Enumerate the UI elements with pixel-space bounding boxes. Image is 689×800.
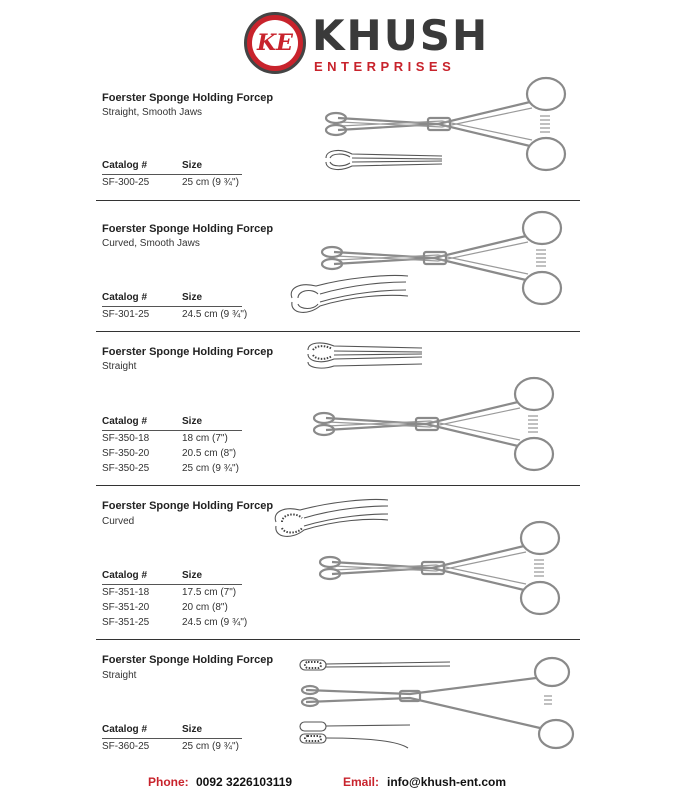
section-divider <box>96 485 580 486</box>
size-value: 18 cm (7") <box>182 433 228 444</box>
catalog-header: Catalog # <box>102 570 148 581</box>
forceps-curved-serrated-illustration <box>268 492 584 640</box>
catalog-header: Catalog # <box>102 292 148 303</box>
size-value: 25 cm (9 ¾") <box>182 741 239 752</box>
email-address[interactable]: info@khush-ent.com <box>387 775 507 789</box>
table-row <box>102 446 242 461</box>
logo-monogram: KE <box>252 20 298 66</box>
catalog-table <box>102 724 242 754</box>
product-title: Foerster Sponge Holding Forcep <box>102 346 274 358</box>
catalog-table-header <box>102 292 242 307</box>
catalog-number: SF-350-25 <box>102 463 150 474</box>
catalog-number: SF-300-25 <box>102 177 150 188</box>
size-value: 25 cm (9 ¾") <box>182 463 239 474</box>
catalog-number: SF-350-18 <box>102 433 150 444</box>
size-header: Size <box>182 416 203 427</box>
catalog-table-header <box>102 724 242 739</box>
product-title: Foerster Sponge Holding Forcep <box>102 92 274 104</box>
product-subtitle: Curved <box>102 516 135 527</box>
table-row <box>102 600 242 615</box>
section-divider <box>96 639 580 640</box>
forceps-straight-smooth-illustration <box>318 72 588 194</box>
product-subtitle: Straight <box>102 361 137 372</box>
catalog-table <box>102 160 242 190</box>
phone-number[interactable]: 0092 3226103119 <box>196 775 293 789</box>
size-value: 17.5 cm (7") <box>182 587 237 598</box>
product-title: Foerster Sponge Holding Forcep <box>102 500 274 512</box>
size-value: 24.5 cm (9 ¾") <box>182 617 248 628</box>
brand-tagline: ENTERPRISES <box>314 59 456 74</box>
table-row <box>102 739 242 754</box>
catalog-table-header <box>102 160 242 175</box>
product-subtitle: Curved, Smooth Jaws <box>102 238 200 249</box>
size-value: 25 cm (9 ¾") <box>182 177 239 188</box>
section-divider <box>96 331 580 332</box>
product-title: Foerster Sponge Holding Forcep <box>102 223 274 235</box>
table-row <box>102 585 242 600</box>
forceps-curved-smooth-illustration <box>284 204 584 328</box>
catalog-number: SF-360-25 <box>102 741 150 752</box>
forceps-straight-fenestrated-illustration <box>296 650 586 768</box>
product-subtitle: Straight <box>102 670 137 681</box>
catalog-table <box>102 292 248 322</box>
catalog-table <box>102 416 242 476</box>
catalog-header: Catalog # <box>102 724 148 735</box>
catalog-header: Catalog # <box>102 416 148 427</box>
size-header: Size <box>182 724 203 735</box>
catalog-number: SF-351-20 <box>102 602 150 613</box>
catalog-number: SF-351-25 <box>102 617 150 628</box>
catalog-number: SF-350-20 <box>102 448 150 459</box>
size-header: Size <box>182 570 203 581</box>
product-subtitle: Straight, Smooth Jaws <box>102 107 203 118</box>
email-label: Email: <box>343 775 380 789</box>
size-header: Size <box>182 292 203 303</box>
catalog-header: Catalog # <box>102 160 148 171</box>
catalog-table-header <box>102 570 242 585</box>
forceps-straight-serrated-illustration <box>300 338 584 478</box>
table-row <box>102 175 242 190</box>
table-row <box>102 307 248 322</box>
table-row <box>102 461 242 476</box>
table-row <box>102 431 242 446</box>
product-title: Foerster Sponge Holding Forcep <box>102 654 274 666</box>
section-divider <box>96 200 580 201</box>
catalog-table <box>102 570 248 630</box>
brand-name: KHUSH <box>312 11 490 60</box>
catalog-table-header <box>102 416 242 431</box>
phone-label: Phone: <box>148 775 189 789</box>
size-header: Size <box>182 160 203 171</box>
catalog-number: SF-351-18 <box>102 587 150 598</box>
logo-emblem <box>244 12 306 74</box>
size-value: 20 cm (8") <box>182 602 228 613</box>
size-value: 24.5 cm (9 ¾") <box>182 309 248 320</box>
catalog-number: SF-301-25 <box>102 309 150 320</box>
table-row <box>102 615 248 630</box>
contact-footer <box>0 775 689 793</box>
size-value: 20.5 cm (8") <box>182 448 237 459</box>
